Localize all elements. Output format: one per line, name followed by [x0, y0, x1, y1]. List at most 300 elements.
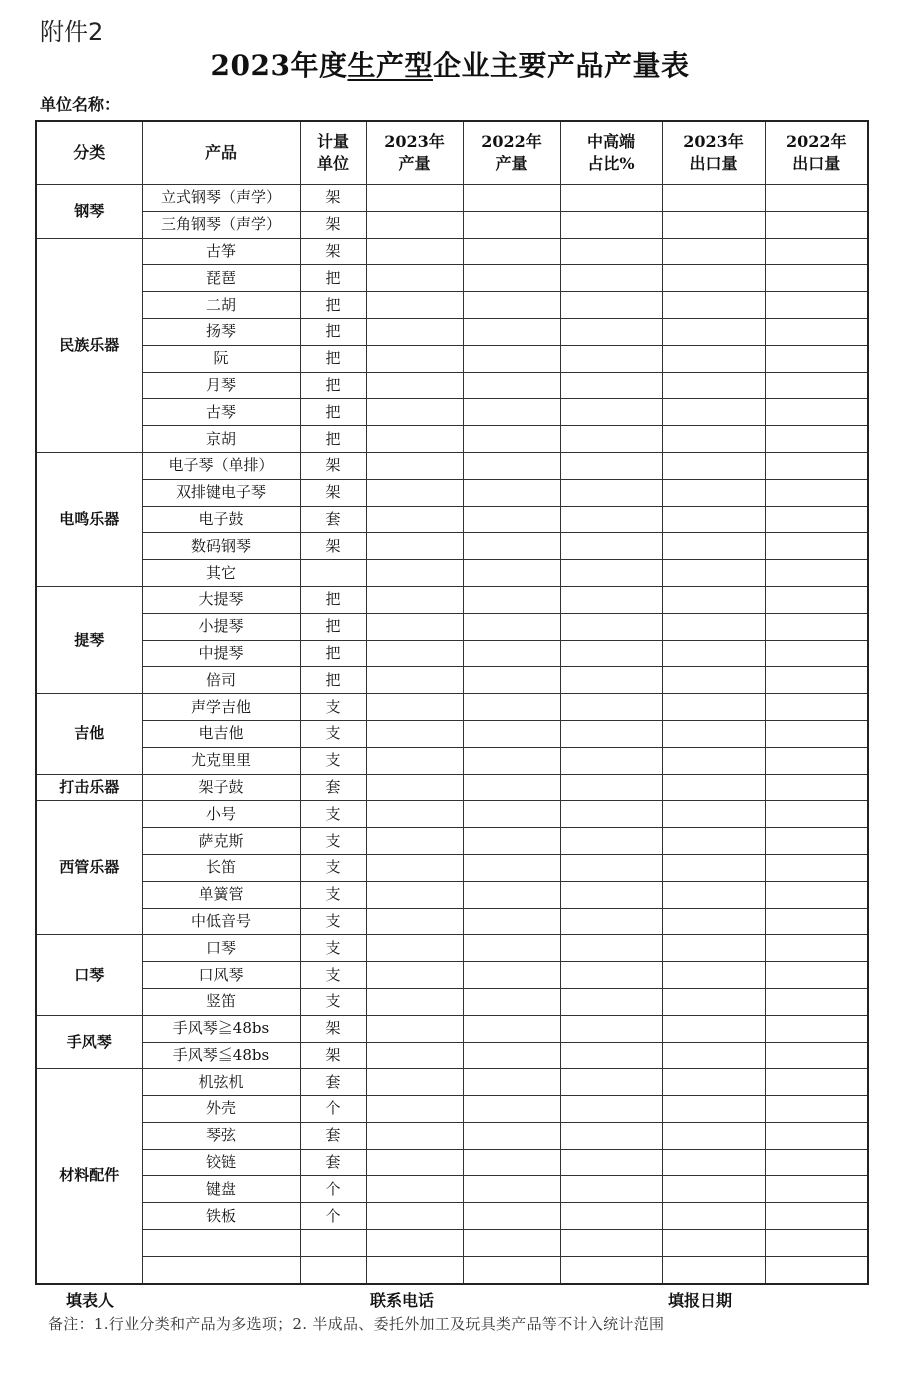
- table-row: [36, 1042, 868, 1069]
- export-2023-cell[interactable]: [662, 774, 765, 801]
- production-2023-cell[interactable]: [366, 1230, 463, 1257]
- export-2023-cell[interactable]: [662, 560, 765, 587]
- production-2022-cell[interactable]: [463, 1042, 560, 1069]
- export-2022-cell[interactable]: [765, 935, 868, 962]
- unit-cell: 支: [300, 935, 366, 962]
- production-2023-cell[interactable]: [366, 1122, 463, 1149]
- export-2022-cell[interactable]: [765, 854, 868, 881]
- export-2023-cell[interactable]: [662, 828, 765, 855]
- production-2023-cell[interactable]: [366, 1015, 463, 1042]
- export-2023-cell[interactable]: [662, 1203, 765, 1230]
- remark-note: 备注：1.行业分类和产品为多选项；2. 半成品、委托外加工及玩具类产品等不计入统计范围: [48, 1315, 665, 1333]
- table-header-row: [36, 121, 868, 185]
- export-2022-cell[interactable]: [765, 1203, 868, 1230]
- production-2023-cell[interactable]: [366, 801, 463, 828]
- unit-name-label: 单位名称：: [40, 95, 121, 114]
- product-cell: 京胡: [142, 426, 300, 453]
- export-2022-cell[interactable]: [765, 1122, 868, 1149]
- export-2022-cell[interactable]: [765, 667, 868, 694]
- highend-share-cell[interactable]: [560, 506, 662, 533]
- production-2023-cell[interactable]: [366, 720, 463, 747]
- production-2023-cell[interactable]: [366, 238, 463, 265]
- product-cell: 竖笛: [142, 988, 300, 1015]
- production-2022-cell[interactable]: [463, 747, 560, 774]
- production-2023-cell[interactable]: [366, 774, 463, 801]
- highend-share-cell[interactable]: [560, 586, 662, 613]
- unit-cell: 架: [300, 1015, 366, 1042]
- export-2023-cell[interactable]: [662, 452, 765, 479]
- export-2022-cell[interactable]: [765, 1149, 868, 1176]
- production-2022-cell[interactable]: [463, 318, 560, 345]
- production-2022-cell[interactable]: [463, 586, 560, 613]
- export-2022-cell[interactable]: [765, 292, 868, 319]
- production-2023-cell[interactable]: [366, 345, 463, 372]
- table-row: [36, 586, 868, 613]
- category-cell: 电鸣乐器: [36, 452, 142, 586]
- export-2022-cell[interactable]: [765, 211, 868, 238]
- table-row: [36, 667, 868, 694]
- production-2022-cell[interactable]: [463, 479, 560, 506]
- production-2023-cell[interactable]: [366, 533, 463, 560]
- production-2022-cell[interactable]: [463, 292, 560, 319]
- production-2022-cell[interactable]: [463, 399, 560, 426]
- production-2022-cell[interactable]: [463, 1096, 560, 1123]
- production-2022-cell[interactable]: [463, 560, 560, 587]
- highend-share-cell[interactable]: [560, 1176, 662, 1203]
- production-2022-cell[interactable]: [463, 1122, 560, 1149]
- export-2022-cell[interactable]: [765, 908, 868, 935]
- production-2022-cell[interactable]: [463, 613, 560, 640]
- unit-cell: 把: [300, 372, 366, 399]
- product-cell: 外壳: [142, 1096, 300, 1123]
- product-cell: [142, 1230, 300, 1257]
- export-2022-cell[interactable]: [765, 1256, 868, 1283]
- production-2023-cell[interactable]: [366, 211, 463, 238]
- export-2022-cell[interactable]: [765, 640, 868, 667]
- export-2023-cell[interactable]: [662, 667, 765, 694]
- unit-cell: 把: [300, 586, 366, 613]
- category-cell: 民族乐器: [36, 238, 142, 452]
- export-2023-cell[interactable]: [662, 747, 765, 774]
- production-2023-cell[interactable]: [366, 1176, 463, 1203]
- export-2022-cell[interactable]: [765, 828, 868, 855]
- export-2022-cell[interactable]: [765, 613, 868, 640]
- export-2022-cell[interactable]: [765, 426, 868, 453]
- export-2023-cell[interactable]: [662, 1042, 765, 1069]
- table-row: [36, 988, 868, 1015]
- highend-share-cell[interactable]: [560, 908, 662, 935]
- table-row: [36, 1096, 868, 1123]
- highend-share-cell[interactable]: [560, 1015, 662, 1042]
- table-row: [36, 1256, 868, 1283]
- export-2023-cell[interactable]: [662, 935, 765, 962]
- export-2022-cell[interactable]: [765, 720, 868, 747]
- unit-cell: 把: [300, 399, 366, 426]
- production-2022-cell[interactable]: [463, 1230, 560, 1257]
- highend-share-cell[interactable]: [560, 479, 662, 506]
- export-2023-cell[interactable]: [662, 1256, 765, 1283]
- product-cell: [142, 1256, 300, 1283]
- product-cell: 口风琴: [142, 962, 300, 989]
- highend-share-cell[interactable]: [560, 185, 662, 212]
- production-2023-cell[interactable]: [366, 1203, 463, 1230]
- export-2022-cell[interactable]: [765, 1096, 868, 1123]
- table-row: [36, 318, 868, 345]
- unit-cell: 套: [300, 1122, 366, 1149]
- export-2022-cell[interactable]: [765, 479, 868, 506]
- attachment-label: 附件2: [40, 18, 104, 46]
- export-2022-cell[interactable]: [765, 586, 868, 613]
- unit-cell: 套: [300, 1069, 366, 1096]
- production-2022-cell[interactable]: [463, 801, 560, 828]
- export-2023-cell[interactable]: [662, 908, 765, 935]
- table-row: [36, 426, 868, 453]
- export-2022-cell[interactable]: [765, 747, 868, 774]
- production-2022-cell[interactable]: [463, 533, 560, 560]
- unit-cell: 架: [300, 211, 366, 238]
- unit-cell: 支: [300, 828, 366, 855]
- table-row: [36, 854, 868, 881]
- table-row: [36, 1176, 868, 1203]
- production-2023-cell[interactable]: [366, 560, 463, 587]
- production-2023-cell[interactable]: [366, 881, 463, 908]
- header-export-2022: 2022年 出口量: [765, 121, 868, 185]
- highend-share-cell[interactable]: [560, 560, 662, 587]
- export-2022-cell[interactable]: [765, 452, 868, 479]
- production-2022-cell[interactable]: [463, 1203, 560, 1230]
- unit-cell: [300, 1256, 366, 1283]
- highend-share-cell[interactable]: [560, 935, 662, 962]
- export-2022-cell[interactable]: [765, 265, 868, 292]
- highend-share-cell[interactable]: [560, 1203, 662, 1230]
- production-2022-cell[interactable]: [463, 988, 560, 1015]
- export-2023-cell[interactable]: [662, 533, 765, 560]
- highend-share-cell[interactable]: [560, 854, 662, 881]
- export-2023-cell[interactable]: [662, 479, 765, 506]
- production-2023-cell[interactable]: [366, 1042, 463, 1069]
- highend-share-cell[interactable]: [560, 1256, 662, 1283]
- unit-cell: 个: [300, 1176, 366, 1203]
- export-2022-cell[interactable]: [765, 1176, 868, 1203]
- production-2022-cell[interactable]: [463, 1176, 560, 1203]
- unit-cell: 个: [300, 1203, 366, 1230]
- production-2023-cell[interactable]: [366, 1149, 463, 1176]
- unit-cell: 套: [300, 506, 366, 533]
- product-cell: 中提琴: [142, 640, 300, 667]
- table-row: [36, 238, 868, 265]
- export-2022-cell[interactable]: [765, 506, 868, 533]
- highend-share-cell[interactable]: [560, 265, 662, 292]
- table-row: [36, 828, 868, 855]
- export-2022-cell[interactable]: [765, 694, 868, 721]
- highend-share-cell[interactable]: [560, 1096, 662, 1123]
- production-2022-cell[interactable]: [463, 1149, 560, 1176]
- highend-share-cell[interactable]: [560, 720, 662, 747]
- unit-cell: 把: [300, 318, 366, 345]
- export-2022-cell[interactable]: [765, 1069, 868, 1096]
- highend-share-cell[interactable]: [560, 828, 662, 855]
- production-2023-cell[interactable]: [366, 640, 463, 667]
- table-row: [36, 801, 868, 828]
- highend-share-cell[interactable]: [560, 801, 662, 828]
- table-row: [36, 774, 868, 801]
- table-row: [36, 1203, 868, 1230]
- export-2023-cell[interactable]: [662, 586, 765, 613]
- product-cell: 萨克斯: [142, 828, 300, 855]
- export-2023-cell[interactable]: [662, 1149, 765, 1176]
- export-2023-cell[interactable]: [662, 881, 765, 908]
- highend-share-cell[interactable]: [560, 399, 662, 426]
- production-2022-cell[interactable]: [463, 265, 560, 292]
- product-cell: 尤克里里: [142, 747, 300, 774]
- category-cell: 手风琴: [36, 1015, 142, 1069]
- export-2023-cell[interactable]: [662, 1015, 765, 1042]
- production-2022-cell[interactable]: [463, 185, 560, 212]
- production-2022-cell[interactable]: [463, 667, 560, 694]
- product-cell: 数码钢琴: [142, 533, 300, 560]
- unit-cell: 支: [300, 801, 366, 828]
- export-2022-cell[interactable]: [765, 533, 868, 560]
- production-2022-cell[interactable]: [463, 908, 560, 935]
- header-highend-share: 中高端 占比%: [560, 121, 662, 185]
- production-2023-cell[interactable]: [366, 962, 463, 989]
- table-row: [36, 1069, 868, 1096]
- header-unit: 计量 单位: [300, 121, 366, 185]
- highend-share-cell[interactable]: [560, 988, 662, 1015]
- production-2022-cell[interactable]: [463, 1256, 560, 1283]
- highend-share-cell[interactable]: [560, 774, 662, 801]
- category-cell: 钢琴: [36, 185, 142, 239]
- unit-cell: 支: [300, 694, 366, 721]
- export-2023-cell[interactable]: [662, 426, 765, 453]
- export-2023-cell[interactable]: [662, 720, 765, 747]
- export-2023-cell[interactable]: [662, 988, 765, 1015]
- table-row: [36, 1122, 868, 1149]
- highend-share-cell[interactable]: [560, 426, 662, 453]
- production-2022-cell[interactable]: [463, 1069, 560, 1096]
- unit-cell: 把: [300, 265, 366, 292]
- production-2022-cell[interactable]: [463, 452, 560, 479]
- highend-share-cell[interactable]: [560, 747, 662, 774]
- table-row: [36, 292, 868, 319]
- production-2023-cell[interactable]: [366, 747, 463, 774]
- production-2022-cell[interactable]: [463, 1015, 560, 1042]
- table-row: [36, 479, 868, 506]
- highend-share-cell[interactable]: [560, 667, 662, 694]
- export-2022-cell[interactable]: [765, 1015, 868, 1042]
- highend-share-cell[interactable]: [560, 372, 662, 399]
- export-2022-cell[interactable]: [765, 1230, 868, 1257]
- table-row: [36, 747, 868, 774]
- unit-cell: 把: [300, 345, 366, 372]
- product-cell: 长笛: [142, 854, 300, 881]
- export-2022-cell[interactable]: [765, 345, 868, 372]
- production-2023-cell[interactable]: [366, 506, 463, 533]
- export-2023-cell[interactable]: [662, 506, 765, 533]
- product-cell: 手风琴≧48bs: [142, 1015, 300, 1042]
- production-2023-cell[interactable]: [366, 372, 463, 399]
- unit-cell: 架: [300, 1042, 366, 1069]
- export-2023-cell[interactable]: [662, 962, 765, 989]
- table-row: [36, 211, 868, 238]
- product-cell: 单簧管: [142, 881, 300, 908]
- highend-share-cell[interactable]: [560, 1149, 662, 1176]
- export-2023-cell[interactable]: [662, 1122, 765, 1149]
- export-2023-cell[interactable]: [662, 1230, 765, 1257]
- production-2022-cell[interactable]: [463, 854, 560, 881]
- highend-share-cell[interactable]: [560, 238, 662, 265]
- export-2023-cell[interactable]: [662, 265, 765, 292]
- production-2023-cell[interactable]: [366, 828, 463, 855]
- page-title: [0, 44, 900, 84]
- production-2022-cell[interactable]: [463, 640, 560, 667]
- unit-cell: 支: [300, 881, 366, 908]
- highend-share-cell[interactable]: [560, 962, 662, 989]
- header-production-2023: 2023年 产量: [366, 121, 463, 185]
- production-2023-cell[interactable]: [366, 854, 463, 881]
- export-2023-cell[interactable]: [662, 372, 765, 399]
- product-cell: 电子琴（单排）: [142, 452, 300, 479]
- export-2023-cell[interactable]: [662, 211, 765, 238]
- highend-share-cell[interactable]: [560, 292, 662, 319]
- highend-share-cell[interactable]: [560, 1122, 662, 1149]
- production-2023-cell[interactable]: [366, 694, 463, 721]
- highend-share-cell[interactable]: [560, 1069, 662, 1096]
- production-2023-cell[interactable]: [366, 908, 463, 935]
- production-2023-cell[interactable]: [366, 318, 463, 345]
- product-cell: 二胡: [142, 292, 300, 319]
- production-2022-cell[interactable]: [463, 211, 560, 238]
- production-2022-cell[interactable]: [463, 694, 560, 721]
- production-2022-cell[interactable]: [463, 962, 560, 989]
- production-2023-cell[interactable]: [366, 185, 463, 212]
- highend-share-cell[interactable]: [560, 318, 662, 345]
- production-2022-cell[interactable]: [463, 506, 560, 533]
- export-2022-cell[interactable]: [765, 399, 868, 426]
- highend-share-cell[interactable]: [560, 613, 662, 640]
- category-cell: 吉他: [36, 694, 142, 774]
- production-2022-cell[interactable]: [463, 345, 560, 372]
- export-2023-cell[interactable]: [662, 640, 765, 667]
- export-2023-cell[interactable]: [662, 1096, 765, 1123]
- export-2023-cell[interactable]: [662, 185, 765, 212]
- export-2022-cell[interactable]: [765, 962, 868, 989]
- highend-share-cell[interactable]: [560, 881, 662, 908]
- production-2023-cell[interactable]: [366, 452, 463, 479]
- production-2022-cell[interactable]: [463, 881, 560, 908]
- product-cell: 三角钢琴（声学）: [142, 211, 300, 238]
- product-cell: 铁板: [142, 1203, 300, 1230]
- export-2022-cell[interactable]: [765, 881, 868, 908]
- production-2022-cell[interactable]: [463, 935, 560, 962]
- production-2022-cell[interactable]: [463, 238, 560, 265]
- highend-share-cell[interactable]: [560, 345, 662, 372]
- production-2022-cell[interactable]: [463, 372, 560, 399]
- table-row: [36, 452, 868, 479]
- product-cell: 阮: [142, 345, 300, 372]
- production-2022-cell[interactable]: [463, 828, 560, 855]
- production-2023-cell[interactable]: [366, 479, 463, 506]
- highend-share-cell[interactable]: [560, 1230, 662, 1257]
- header-production-2022: 2022年 产量: [463, 121, 560, 185]
- production-2023-cell[interactable]: [366, 1069, 463, 1096]
- export-2023-cell[interactable]: [662, 1176, 765, 1203]
- export-2023-cell[interactable]: [662, 318, 765, 345]
- table-row: [36, 908, 868, 935]
- product-cell: 架子鼓: [142, 774, 300, 801]
- export-2022-cell[interactable]: [765, 988, 868, 1015]
- export-2023-cell[interactable]: [662, 345, 765, 372]
- highend-share-cell[interactable]: [560, 211, 662, 238]
- production-2022-cell[interactable]: [463, 774, 560, 801]
- unit-cell: 把: [300, 292, 366, 319]
- highend-share-cell[interactable]: [560, 1042, 662, 1069]
- highend-share-cell[interactable]: [560, 533, 662, 560]
- production-2023-cell[interactable]: [366, 586, 463, 613]
- product-cell: 立式钢琴（声学）: [142, 185, 300, 212]
- unit-cell: 把: [300, 426, 366, 453]
- table-row: [36, 613, 868, 640]
- production-2023-cell[interactable]: [366, 399, 463, 426]
- export-2023-cell[interactable]: [662, 399, 765, 426]
- export-2023-cell[interactable]: [662, 613, 765, 640]
- export-2022-cell[interactable]: [765, 560, 868, 587]
- table-row: [36, 881, 868, 908]
- highend-share-cell[interactable]: [560, 694, 662, 721]
- table-row: [36, 560, 868, 587]
- production-2023-cell[interactable]: [366, 613, 463, 640]
- production-2023-cell[interactable]: [366, 1096, 463, 1123]
- export-2022-cell[interactable]: [765, 801, 868, 828]
- unit-cell: 支: [300, 988, 366, 1015]
- unit-cell: 支: [300, 908, 366, 935]
- product-cell: 电子鼓: [142, 506, 300, 533]
- product-cell: 小号: [142, 801, 300, 828]
- production-2023-cell[interactable]: [366, 935, 463, 962]
- production-2023-cell[interactable]: [366, 292, 463, 319]
- production-2023-cell[interactable]: [366, 426, 463, 453]
- production-2022-cell[interactable]: [463, 426, 560, 453]
- production-2023-cell[interactable]: [366, 265, 463, 292]
- production-2023-cell[interactable]: [366, 1256, 463, 1283]
- filler-label: 填表人: [66, 1291, 115, 1310]
- production-table: [35, 120, 869, 1285]
- export-2023-cell[interactable]: [662, 854, 765, 881]
- highend-share-cell[interactable]: [560, 452, 662, 479]
- export-2022-cell[interactable]: [765, 318, 868, 345]
- unit-cell: 个: [300, 1096, 366, 1123]
- production-2023-cell[interactable]: [366, 988, 463, 1015]
- export-2023-cell[interactable]: [662, 694, 765, 721]
- unit-cell: 架: [300, 533, 366, 560]
- export-2023-cell[interactable]: [662, 238, 765, 265]
- export-2023-cell[interactable]: [662, 801, 765, 828]
- export-2023-cell[interactable]: [662, 1069, 765, 1096]
- export-2022-cell[interactable]: [765, 774, 868, 801]
- production-2022-cell[interactable]: [463, 720, 560, 747]
- header-product: 产品: [142, 121, 300, 185]
- export-2022-cell[interactable]: [765, 238, 868, 265]
- export-2022-cell[interactable]: [765, 372, 868, 399]
- export-2023-cell[interactable]: [662, 292, 765, 319]
- export-2022-cell[interactable]: [765, 185, 868, 212]
- product-cell: 口琴: [142, 935, 300, 962]
- product-cell: 小提琴: [142, 613, 300, 640]
- production-2023-cell[interactable]: [366, 667, 463, 694]
- export-2022-cell[interactable]: [765, 1042, 868, 1069]
- highend-share-cell[interactable]: [560, 640, 662, 667]
- product-cell: 手风琴≦48bs: [142, 1042, 300, 1069]
